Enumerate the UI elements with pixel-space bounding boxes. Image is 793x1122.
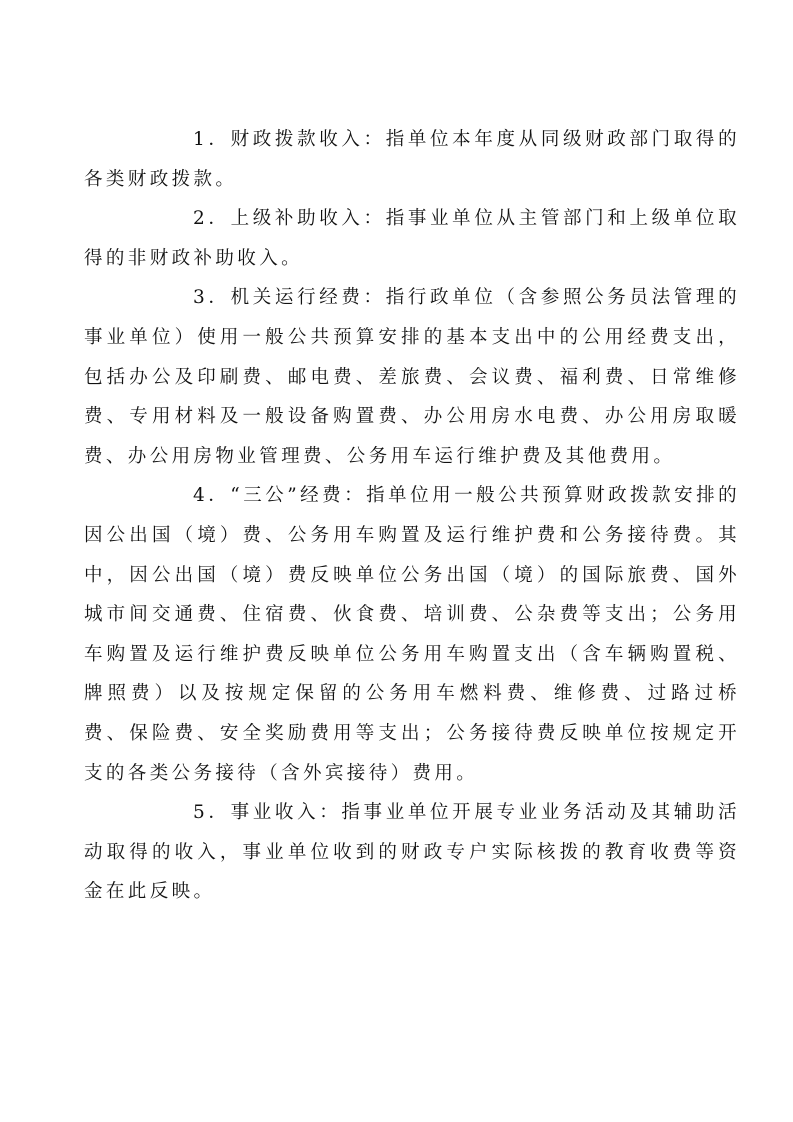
paragraph-superior-subsidy-income: 2．上级补助收入：指事业单位从主管部门和上级单位取得的非财政补助收入。 bbox=[84, 208, 740, 269]
paragraph-agency-operating-expenses: 3．机关运行经费：指行政单位（含参照公务员法管理的事业单位）使用一般公共预算安排的基本支出中的公用经费支出，包括办公及印刷费、邮电费、差旅费、会议费、福利费、日常维修费、专用材料及一般设备购置费、办公用房水电费、办公用房取暖费、办公用房物业管理费、公务用车运行维护费及其他费用。 bbox=[84, 287, 740, 467]
paragraph-business-income: 5．事业收入：指事业单位开展专业业务活动及其辅助活动取得的收入，事业单位收到的财政专户实际核拨的教育收费等资金在此反映。 bbox=[84, 802, 740, 903]
paragraph-three-public-expenses: 4．“三公”经费：指单位用一般公共预算财政拨款安排的因公出国（境）费、公务用车购置及运行维护费和公务接待费。其中，因公出国（境）费反映单位公务出国（境）的国际旅费、国外城市间交通费、住宿费、伙食费、培训费、公杂费等支出；公务用车购置及运行维护费反映单位公务用车购置支出（含车辆购置税、牌照费）以及按规定保留的公务用车燃料费、维修费、过路过桥费、保险费、安全奖励费用等支出；公务接待费反映单位按规定开支的各类公务接待（含外宾接待）费用。 bbox=[84, 485, 740, 784]
paragraph-fiscal-appropriation-income: 1．财政拨款收入：指单位本年度从同级财政部门取得的各类财政拨款。 bbox=[84, 129, 740, 190]
document-body bbox=[84, 120, 740, 912]
